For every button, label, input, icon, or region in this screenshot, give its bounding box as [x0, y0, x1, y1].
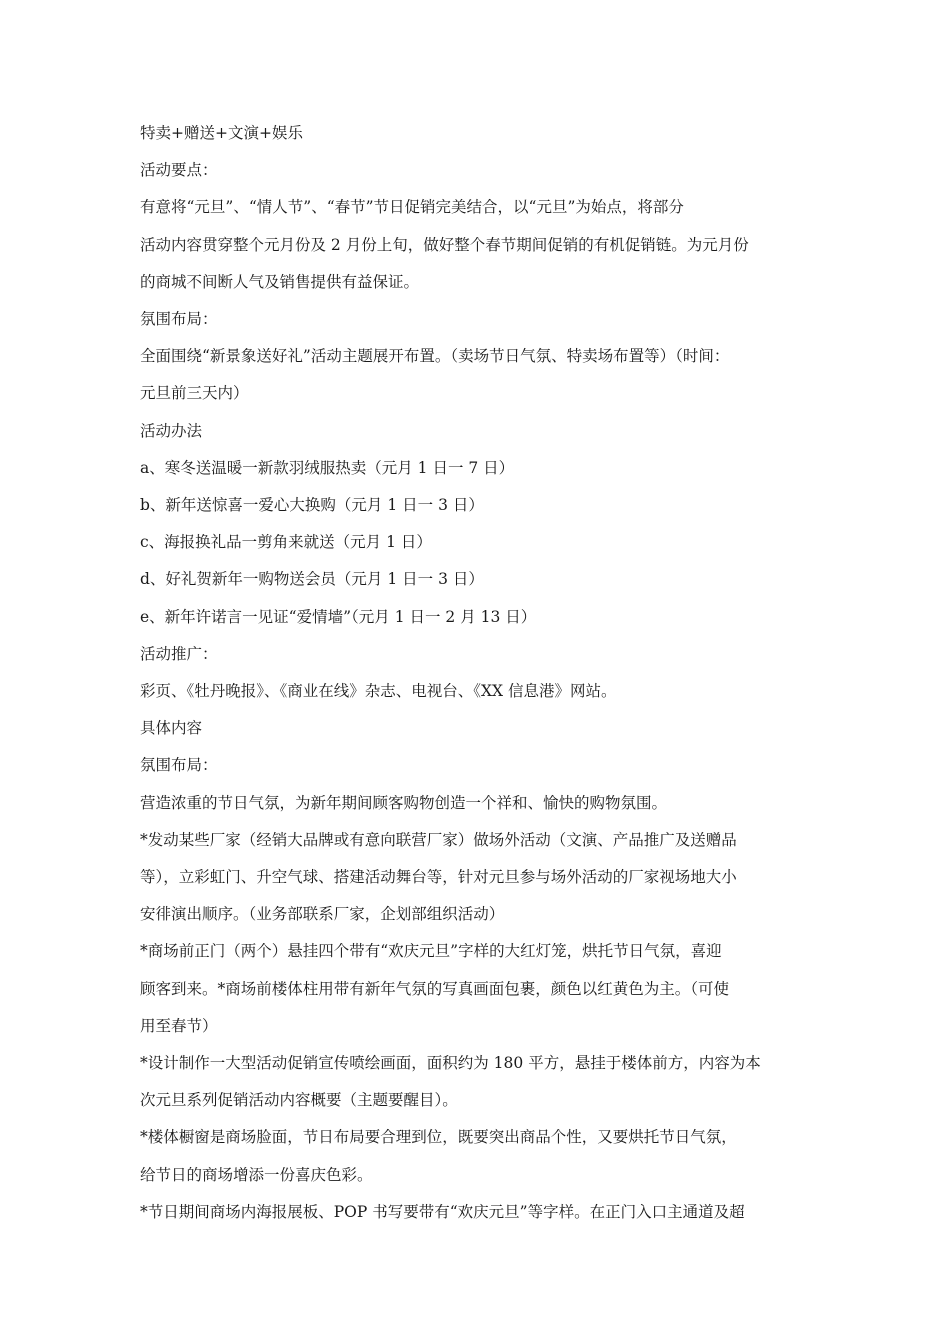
text-line-29: 给节日的商场增添一份喜庆色彩。: [140, 1165, 373, 1184]
text-line-28: *楼体橱窗是商场脸面，节日布局要合理到位，既要突出商品个性，又要烘托节日气氛，: [140, 1128, 737, 1147]
text-line-9: 活动办法: [140, 421, 203, 440]
text-line-23: *商场前正门（两个）悬挂四个带有“欢庆元旦”字样的大红灯笼，烘托节日气氛，喜迎: [140, 942, 722, 961]
text-line-18: 氛围布局：: [140, 756, 218, 775]
text-line-20: *发动某些厂家（经销大品牌或有意向联营厂家）做场外活动（文演、产品推广及送赠品: [140, 830, 737, 849]
text-line-30: *节日期间商场内海报展板、POP 书写要带有“欢庆元旦”等字样。在正门入口主通道及超: [140, 1202, 745, 1221]
text-line-11: b、新年送惊喜一爱心大换购（元月 1 日一 3 日）: [140, 496, 484, 515]
document-body: [140, 115, 815, 1231]
text-line-7: 全面围绕“新景象送好礼”活动主题展开布置。（卖场节日气氛、特卖场布置等）（时间：: [140, 347, 730, 366]
text-line-12: c、海报换礼品一剪角来就送（元月 1 日）: [140, 533, 432, 552]
text-line-10: a、寒冬送温暖一新款羽绒服热卖（元月 1 日一 7 日）: [140, 458, 515, 477]
text-line-2: 活动要点：: [140, 161, 218, 180]
text-line-17: 具体内容: [140, 719, 203, 738]
text-line-14: e、新年许诺言一见证“爱情墙”（元月 1 日一 2 月 13 日）: [140, 607, 537, 626]
text-line-5: 的商城不间断人气及销售提供有益保证。: [140, 272, 420, 291]
text-line-26: *设计制作一大型活动促销宣传喷绘画面，面积约为 180 平方，悬挂于楼体前方，内容为本: [140, 1054, 761, 1073]
text-line-13: d、好礼贺新年一购物送会员（元月 1 日一 3 日）: [140, 570, 484, 589]
text-line-25: 用至春节）: [140, 1016, 218, 1035]
text-line-1: 特卖+赠送+文演+娱乐: [140, 124, 303, 142]
text-line-3: 有意将“元旦”、“情人节”、“春节”节日促销完美结合，以“元旦”为始点，将部分: [140, 198, 684, 217]
text-line-27: 次元旦系列促销活动内容概要（主题要醒目）。: [140, 1091, 458, 1110]
text-line-24: 顾客到来。*商场前楼体柱用带有新年气氛的写真画面包裹，颜色以红黄色为主。（可使: [140, 979, 730, 998]
text-line-8: 元旦前三天内）: [140, 384, 249, 403]
text-line-16: 彩页、《牡丹晚报》、《商业在线》杂志、电视台、《XX 信息港》网站。: [140, 682, 617, 701]
text-line-21: 等），立彩虹门、升空气球、搭建活动舞台等，针对元旦参与场外活动的厂家视场地大小: [140, 868, 737, 887]
text-line-6: 氛围布局：: [140, 310, 218, 329]
text-line-19: 营造浓重的节日气氛，为新年期间顾客购物创造一个祥和、愉快的购物氛围。: [140, 793, 668, 812]
text-line-15: 活动推广：: [140, 644, 218, 663]
text-line-4: 活动内容贯穿整个元月份及 2 月份上旬，做好整个春节期间促销的有机促销链。为元月份: [140, 235, 749, 254]
text-line-22: 安徘演出顺序。（业务部联系厂家，企划部组织活动）: [140, 905, 505, 924]
